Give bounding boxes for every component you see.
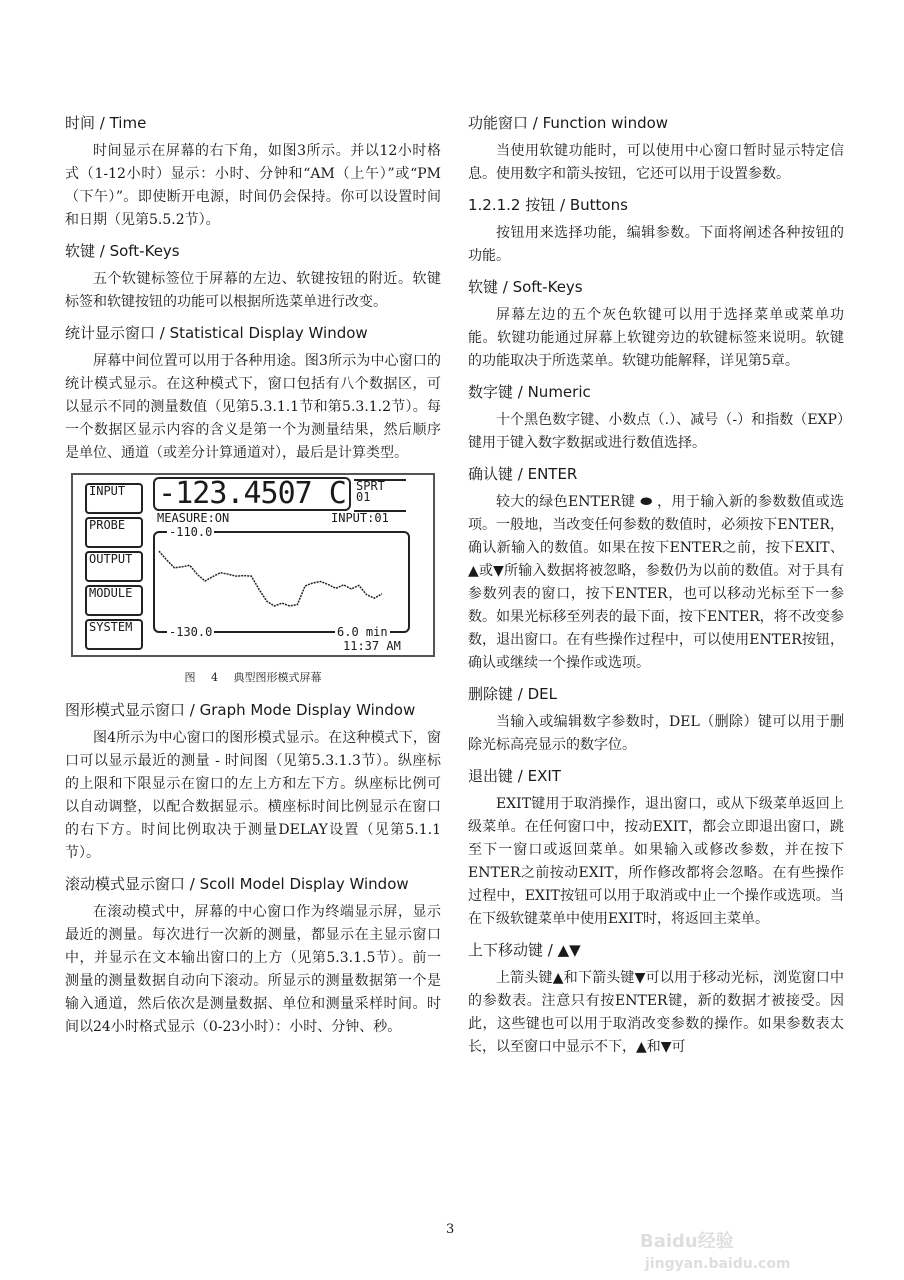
measurement-trace <box>159 551 382 606</box>
paragraph: 当输入或编辑数字参数时，DEL（删除）键可以用于删除光标高亮显示的数字位。 <box>468 714 844 753</box>
paragraph: 十个黑色数字键、小数点（.）、减号（-）和指数（EXP）键用于键入数字数据或进行数值选择。 <box>468 412 844 451</box>
y-axis-max: -110.0 <box>169 525 213 539</box>
softkey-module: MODULE <box>85 585 143 616</box>
heading-graph-mode: 图形模式显示窗口 / Graph Mode Display Window <box>65 701 416 719</box>
measure-status: MEASURE:ON <box>157 511 230 525</box>
time-scale: 6.0 min <box>337 625 388 639</box>
heading-buttons: 1.2.1.2 按钮 / Buttons <box>468 196 628 214</box>
paragraph: 上箭头键▲和下箭头键▼可以用于移动光标，浏览窗口中的参数表。注意只有按ENTER键，新的数据才被接受。因此，这些键也可以用于取消改变参数的操作。如果参数表太长，以至窗口中显示不下，▲和▼可 <box>468 970 844 1055</box>
paragraph: 按钮用来选择功能，编辑参数。下面将阐述各种按钮的功能。 <box>468 225 844 264</box>
heading-del: 删除键 / DEL <box>468 685 557 703</box>
heading-scroll-mode: 滚动模式显示窗口 / Scoll Model Display Window <box>65 875 409 893</box>
watermark-url: jingyan.baidu.com <box>645 1256 791 1272</box>
lcd-screen <box>71 473 435 657</box>
figure-caption: 图 4 典型图形模式屏幕 <box>184 671 322 684</box>
softkey-system: SYSTEM <box>85 619 143 650</box>
softkey-input: INPUT <box>85 483 143 514</box>
heading-enter: 确认键 / ENTER <box>468 465 578 483</box>
heading-exit: 退出键 / EXIT <box>468 767 561 785</box>
paragraph: 图4所示为中心窗口的图形模式显示。在这种模式下，窗口可以显示最近的测量 - 时间图（见第5.3.1.3节）。纵座标的上限和下限显示在窗口的左上方和左下方。纵座标比例可以自动调整，以配合数据显示。横座标时间比例显示在窗口的右下方。时间比例取决于测量DELAY设置（见第5.1.1节）。 <box>65 730 441 861</box>
paragraph: 较大的绿色ENTER键 ⬬ ，用于输入新的参数数值或选项。一般地，当改变任何参数的数值时，必须按下ENTER，确认新输入的数值。如果在按下ENTER之前，按下EXIT、▲或▼所输入数据将被忽略，参数仍为以前的数值。对于具有参数列表的窗口，按下ENTER，也可以移动光标至下一参数。如果光标移至列表的最下面，按下ENTER，将不改变参数，退出窗口。在有些操作过程中，可以使用ENTER按钮，确认或继续一个操作或选项。 <box>468 494 844 671</box>
softkey-probe: PROBE <box>85 517 143 548</box>
paragraph: 当使用软键功能时，可以使用中心窗口暂时显示特定信息。使用数字和箭头按钮，它还可以用于设置参数。 <box>468 143 844 182</box>
heading-numeric: 数字键 / Numeric <box>468 383 591 401</box>
paragraph: 屏幕左边的五个灰色软键可以用于选择菜单或菜单功能。软键功能通过屏幕上软键旁边的软键标签来说明。软键的功能取决于所选菜单。软键功能解释，详见第5章。 <box>468 307 844 369</box>
probe-label <box>354 479 406 512</box>
input-channel: INPUT:01 <box>331 511 389 525</box>
y-axis-min: -130.0 <box>169 625 213 639</box>
paragraph: EXIT键用于取消操作，退出窗口，或从下级菜单返回上级菜单。在任何窗口中，按动EXIT，都会立即退出窗口，跳至下一窗口或返回菜单。如果输入或修改参数，并在按下ENTER之前按动EXIT，所作修改都将会忽略。在有些操作过程中，EXIT按钮可以用于取消或中止一个操作或选项。当在下级软键菜单中使用EXIT时，将返回主菜单。 <box>468 796 844 927</box>
heading-time: 时间 / Time <box>65 114 147 132</box>
heading-soft-keys: 软键 / Soft-Keys <box>65 242 180 260</box>
main-reading: -123.4507 C <box>153 477 351 511</box>
heading-arrow-keys: 上下移动键 / ▲▼ <box>468 941 581 959</box>
page-number: 3 <box>446 1222 455 1237</box>
paragraph: 时间显示在屏幕的右下角，如图3所示。并以12小时格式（1-12小时）显示：小时、分钟和“AM（上午）”或“PM（下午）”。即使断开电源，时间仍会保持。你可以设置时间和日期（见第5.5.2节）。 <box>65 143 441 228</box>
clock: 11:37 AM <box>343 639 401 653</box>
heading-soft-keys: 软键 / Soft-Keys <box>468 278 583 296</box>
softkey-output: OUTPUT <box>85 551 143 582</box>
paragraph: 五个软键标签位于屏幕的左边、软键按钮的附近。软键标签和软键按钮的功能可以根据所选菜单进行改变。 <box>65 271 441 310</box>
heading-statistical-display: 统计显示窗口 / Statistical Display Window <box>65 324 368 342</box>
heading-function-window: 功能窗口 / Function window <box>468 114 669 132</box>
probe-type: SPRT <box>356 479 385 493</box>
paragraph: 在滚动模式中，屏幕的中心窗口作为终端显示屏，显示最近的测量。每次进行一次新的测量，都显示在主显示窗口中，并显示在文本输出窗口的上方（见第5.3.1.5节）。前一测量的测量数据自动向下滚动。所显示的测量数据第一个是输入通道，然后依次是测量数据、单位和测量采样时间。时间以24小时格式显示（0-23小时）：小时、分钟、秒。 <box>65 904 441 1035</box>
watermark-logo: Baidu经验 <box>640 1231 734 1252</box>
graph-plot-area <box>153 531 410 633</box>
probe-channel: 01 <box>356 490 371 504</box>
left-column <box>65 112 441 1047</box>
right-column <box>468 112 844 1067</box>
paragraph: 屏幕中间位置可以用于各种用途。图3所示为中心窗口的统计模式显示。在这种模式下，窗口包括有八个数据区，可以显示不同的测量数值（见第5.3.1.1节和第5.3.1.2节）。每一个数据区显示内容的含义是第一个为测量结果，然后顺序是单位、通道（或差分计算通道对），最后是计算类型。 <box>65 353 441 461</box>
figure-graph-mode-screen <box>65 473 441 685</box>
